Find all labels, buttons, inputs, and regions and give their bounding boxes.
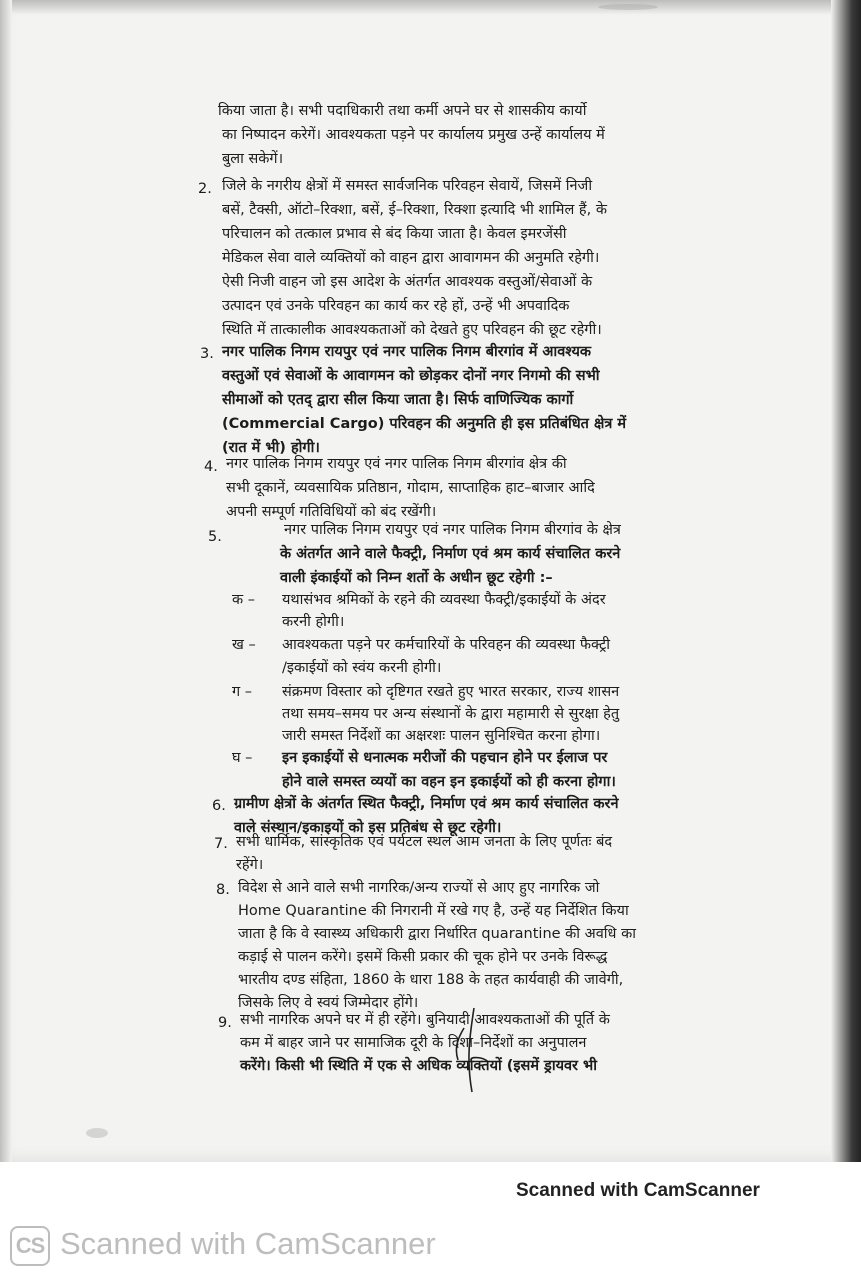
scan-speck (598, 4, 658, 10)
doc-line: वस्तुओं एवं सेवाओं के आवागमन को छोड़कर दोनों नगर निगमो की सभी (222, 368, 600, 384)
doc-line: सभी दूकानें, व्यवसायिक प्रतिष्ठान, गोदाम, साप्ताहिक हाट–बाजार आदि (226, 480, 595, 496)
doc-line: अपनी सम्पूर्ण गतिविधियों को बंद रखेंगी। (226, 504, 437, 520)
doc-line: के अंतर्गत आने वाले फैक्ट्री, निर्माण एवं श्रम कार्य संचालित करने (280, 546, 621, 562)
doc-line: जारी समस्त निर्देशों का अक्षरशः पालन सुनिश्चित करना होगा। (282, 728, 601, 744)
item-number: 8. (216, 882, 230, 898)
doc-line: इन इकाईयों से धनात्मक मरीजों की पहचान होने पर ईलाज पर (282, 750, 608, 766)
doc-line: Home Quarantine की निगरानी में रखे गए है, उन्हें यह निर्देशित किया (238, 903, 629, 919)
doc-line: जाता है कि वे स्वास्थ्य अधिकारी द्वारा निर्धारित quarantine की अवधि का (238, 926, 636, 942)
doc-line: परिचालन को तत्काल प्रभाव से बंद किया जाता है। केवल इमरजेंसी (222, 226, 567, 242)
camscanner-watermark: Scanned with CamScanner (60, 1226, 436, 1261)
doc-line: संक्रमण विस्तार को दृष्टिगत रखते हुए भारत सरकार, राज्य शासन (282, 684, 620, 700)
item-number: 6. (212, 798, 226, 814)
doc-line: सभी नागरिक अपने घर में ही रहेंगे। बुनियादी आवश्यकताओं की पूर्ति के (240, 1012, 610, 1028)
camscanner-logo-icon: CS (10, 1226, 50, 1266)
doc-line: यथासंभव श्रमिकों के रहने की व्यवस्था फैक्ट्री/इकाईयों के अंदर (282, 592, 606, 608)
doc-line: का निष्पादन करेगें। आवश्यकता पड़ने पर कार्यालय प्रमुख उन्हें कार्यालय में (222, 127, 605, 143)
doc-line: वाली इंकाईयों को निम्न शर्तो के अधीन छूट रहेगी :– (280, 570, 553, 586)
doc-line: रहेंगे। (236, 857, 264, 873)
item-number: 2. (198, 181, 212, 197)
doc-line: करनी होगी। (282, 614, 345, 630)
page-right-edge (831, 0, 861, 1162)
doc-line: जिले के नगरीय क्षेत्रों में समस्त सार्वजनिक परिवहन सेवायें, जिसमें निजी (222, 178, 593, 194)
doc-line: करेंगे। किसी भी स्थिति में एक से अधिक व्यक्तियों (इसमें ड्रायवर भी (240, 1058, 597, 1074)
pen-stroke-mark (444, 1004, 492, 1096)
camscanner-footer (0, 1222, 861, 1272)
doc-line: किया जाता है। सभी पदाधिकारी तथा कर्मी अपने घर से शासकीय कार्यो (218, 103, 587, 119)
doc-line: कड़ाई से पालन करेंगे। इसमें किसी प्रकार की चूक होने पर उनके विरूद्ध (238, 949, 608, 965)
item-number: 9. (218, 1015, 232, 1031)
doc-line: मेडिकल सेवा वाले व्यक्तियों को वाहन द्वारा आवागमन की अनुमति रहेगी। (222, 250, 600, 266)
item-number: 5. (208, 529, 222, 545)
doc-line: नगर पालिक निगम रायपुर एवं नगर पालिक निगम बीरगांव में आवश्यक (222, 344, 592, 360)
doc-line: नगर पालिक निगम रायपुर एवं नगर पालिक निगम बीरगांव के क्षेत्र (284, 522, 621, 538)
doc-line: होने वाले समस्त व्ययों का वहन इन इकाईयों को ही करना होगा। (282, 774, 616, 790)
doc-line: तथा समय–समय पर अन्य संस्थानों के द्वारा महामारी से सुरक्षा हेतु (282, 706, 620, 722)
page-left-edge (0, 0, 12, 1162)
doc-line: जिसके लिए वे स्वयं जिम्मेदार होंगे। (238, 995, 419, 1011)
doc-line: नगर पालिक निगम रायपुर एवं नगर पालिक निगम बीरगांव क्षेत्र की (226, 456, 567, 472)
doc-line: वाले संस्थान/इकाइयों को इस प्रतिबंध से छूट रहेगी। (234, 820, 502, 836)
doc-line: बसें, टैक्सी, ऑटो–रिक्शा, बसें, ई–रिक्शा, रिक्शा इत्यादि भी शामिल हैं, के (222, 202, 607, 218)
doc-line: विदेश से आने वाले सभी नागरिक/अन्य राज्यों से आए हुए नागरिक जो (238, 880, 600, 896)
scan-speck (86, 1128, 108, 1138)
doc-line: कम में बाहर जाने पर सामाजिक दूरी के दिशा–निर्देशों का अनुपालन (240, 1035, 587, 1051)
doc-line: /इकाईयों को स्वंय करनी होगी। (282, 660, 442, 676)
sub-item-marker: ख – (232, 637, 256, 653)
item-number: 3. (200, 346, 214, 362)
item-number: 4. (204, 459, 218, 475)
camscanner-banner: Scanned with CamScanner (516, 1180, 760, 1201)
doc-line: स्थिति में तात्कालीक आवश्यकताओं को देखते हुए परिवहन की छूट रहेगी। (222, 322, 602, 338)
doc-line: ऐसी निजी वाहन जो इस आदेश के अंतर्गत आवश्यक वस्तुओं/सेवाओं के (222, 274, 593, 290)
doc-line: सभी धार्मिक, सांस्कृतिक एवं पर्यटल स्थल आम जनता के लिए पूर्णतः बंद (236, 834, 613, 850)
item-number: 7. (214, 836, 228, 852)
sub-item-marker: घ – (232, 750, 253, 766)
sub-item-marker: क – (232, 592, 255, 608)
doc-line: सीमाओं को एतद् द्वारा सील किया जाता है। सिर्फ वाणिज्यिक कार्गो (222, 392, 574, 408)
doc-line: ग्रामीण क्षेत्रों के अंतर्गत स्थित फैक्ट्री, निर्माण एवं श्रम कार्य संचालित करने (234, 796, 619, 812)
doc-line: उत्पादन एवं उनके परिवहन का कार्य कर रहे हों, उन्हें भी अपवादिक (222, 298, 570, 314)
doc-line: आवश्यकता पड़ने पर कर्मचारियों के परिवहन की व्यवस्था फैक्ट्री (282, 637, 611, 653)
doc-line: (रात में भी) होगी। (222, 440, 320, 456)
page-top-edge (0, 0, 861, 14)
doc-line: भारतीय दण्ड संहिता, 1860 के धारा 188 के तहत कार्यवाही की जावेगी, (238, 972, 624, 988)
doc-line: बुला सकेगें। (222, 151, 284, 167)
sub-item-marker: ग – (232, 684, 253, 700)
doc-line: (Commercial Cargo) परिवहन की अनुमति ही इस प्रतिबंधित क्षेत्र में (222, 416, 627, 432)
